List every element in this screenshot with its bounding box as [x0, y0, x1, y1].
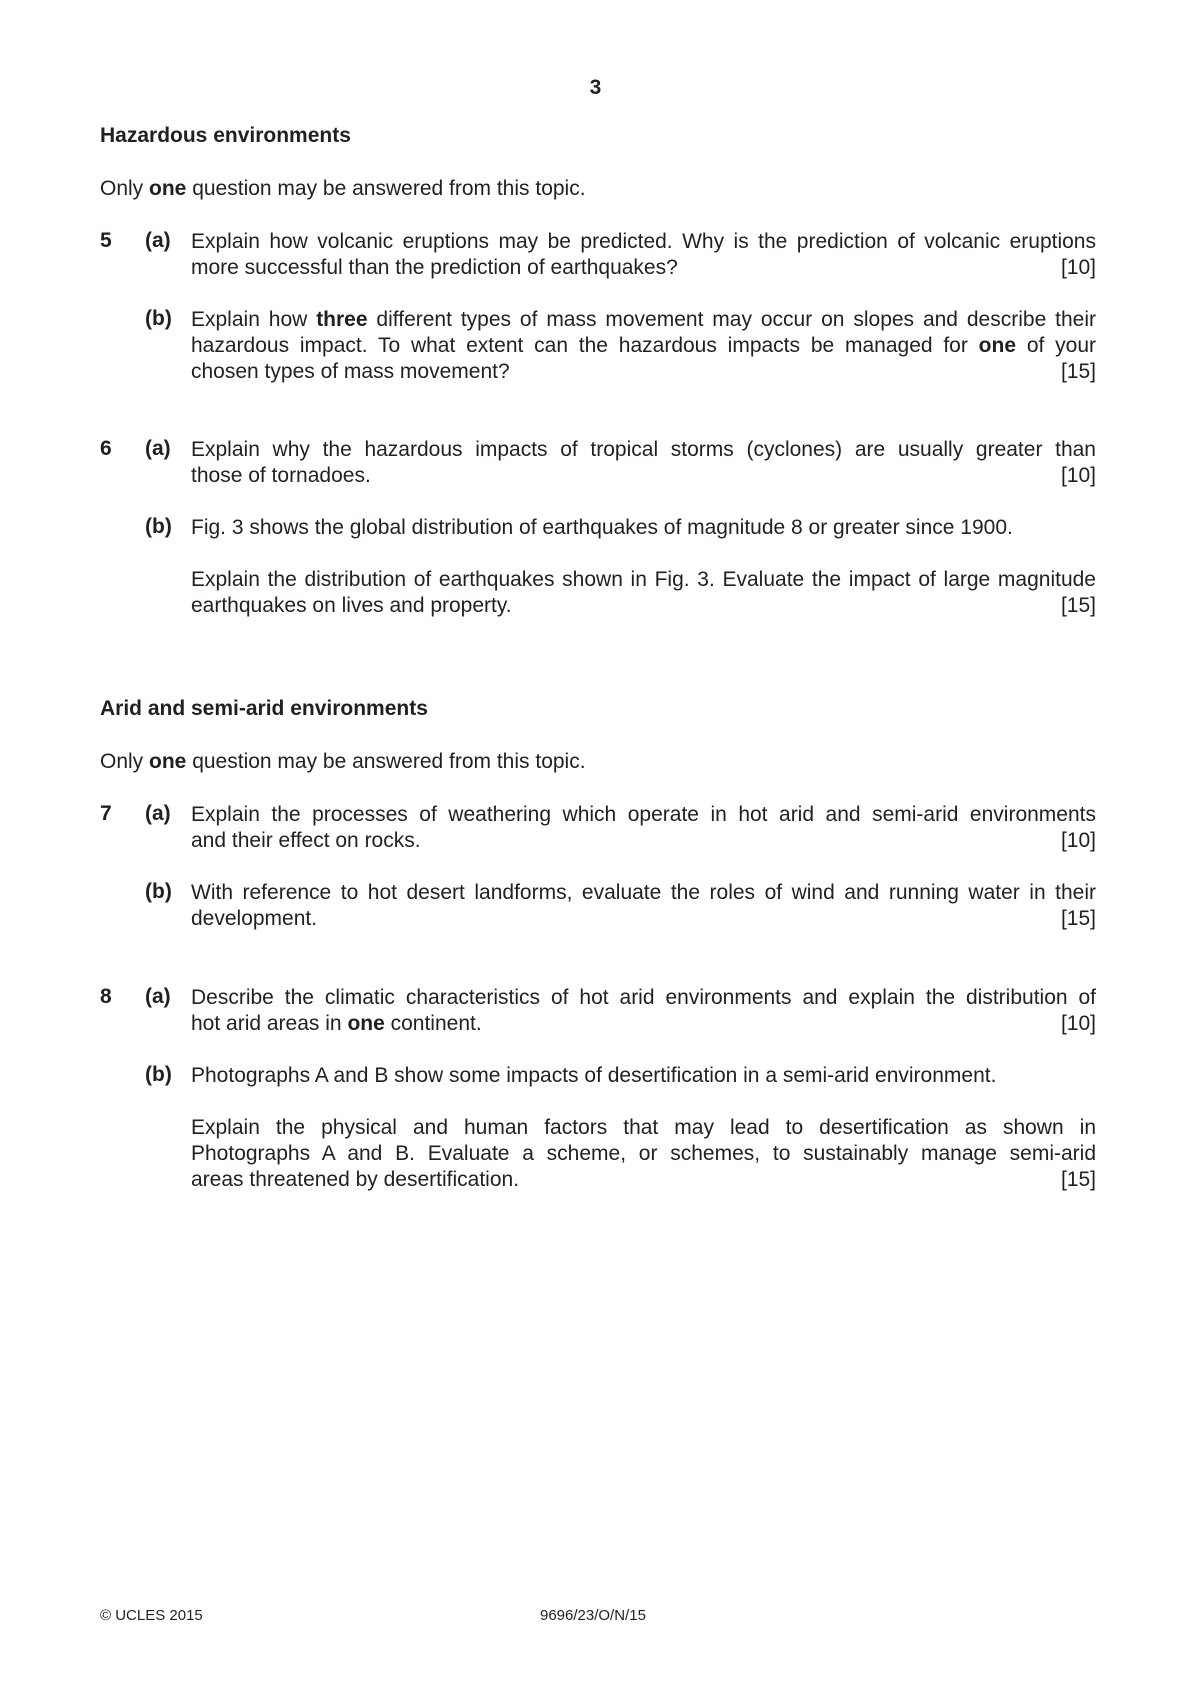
question-7a-text: [191, 802, 1096, 854]
section-heading-hazardous: Hazardous environments: [100, 124, 351, 147]
text-line-content: chosen types of mass movement?: [191, 360, 510, 383]
part-label-6b: (b): [145, 515, 172, 538]
bold-word: three: [316, 308, 368, 331]
text-line-content: and their effect on rocks.: [191, 829, 421, 852]
question-5b-text: [191, 307, 1096, 385]
text-line: Explain how volcanic eruptions may be predicted. Why is the prediction of volcanic eruptions: [191, 230, 1096, 253]
text-line: Fig. 3 shows the global distribution of earthquakes of magnitude 8 or greater since 1900.: [191, 516, 1013, 539]
text-line: Explain why the hazardous impacts of tropical storms (cyclones) are usually greater than: [191, 438, 1096, 461]
question-5a-text: [191, 229, 1096, 281]
part-label-5b: (b): [145, 307, 172, 330]
text-line: Explain the processes of weathering which operate in hot arid and semi-arid environments: [191, 803, 1096, 826]
text-line-content: hot arid areas in: [191, 1012, 348, 1035]
bold-word: one: [978, 334, 1017, 357]
page-number: 3: [589, 76, 602, 99]
text-line: [191, 1011, 1096, 1037]
part-label-8a: (a): [145, 985, 171, 1008]
text-line: Describe the climatic characteristics of hot arid environments and explain the distribution of: [191, 986, 1096, 1009]
text-line-content: different types of mass movement may occur on slopes and describe their: [367, 308, 1096, 331]
text-line: [191, 333, 1096, 359]
marks: [15]: [1060, 594, 1096, 617]
intro-text: Only: [100, 177, 150, 200]
text-line-content: of your: [1016, 334, 1096, 357]
question-8a-text: [191, 985, 1096, 1037]
marks: [10]: [1060, 256, 1096, 279]
marks: [15]: [1060, 1168, 1096, 1191]
text-line: [191, 906, 1096, 932]
intro-text: question may be answered from this topic.: [186, 177, 586, 200]
text-line: [191, 307, 1096, 333]
part-label-7a: (a): [145, 802, 171, 825]
bold-word: one: [347, 1012, 385, 1035]
text-line: [191, 1167, 1096, 1193]
section-intro-arid: [100, 750, 586, 774]
text-line: [191, 463, 1096, 489]
text-line-content: more successful than the prediction of earthquakes?: [191, 256, 678, 279]
question-6a-text: [191, 437, 1096, 489]
marks: [10]: [1060, 1012, 1096, 1035]
footer-copyright: © UCLES 2015: [100, 1607, 203, 1624]
marks: [15]: [1060, 907, 1096, 930]
section-intro-hazardous: [100, 177, 586, 201]
question-number-7: 7: [100, 802, 112, 825]
text-line: Photographs A and B show some impacts of desertification in a semi-arid environment.: [191, 1064, 997, 1087]
text-line: [191, 359, 1096, 385]
text-line: [191, 255, 1096, 281]
question-7b-text: [191, 880, 1096, 932]
question-number-5: 5: [100, 229, 112, 252]
text-line-content: Explain how: [191, 308, 317, 331]
question-8b-text: [191, 1115, 1096, 1193]
text-line-content: hazardous impact. To what extent can the hazardous impacts be managed for: [191, 334, 979, 357]
intro-bold: one: [149, 750, 187, 773]
part-label-8b: (b): [145, 1063, 172, 1086]
section-heading-arid: Arid and semi-arid environments: [100, 697, 428, 720]
text-line-content: those of tornadoes.: [191, 464, 371, 487]
footer-paper-code: 9696/23/O/N/15: [540, 1607, 646, 1624]
text-line: Explain the distribution of earthquakes shown in Fig. 3. Evaluate the impact of large magnitude: [191, 568, 1096, 591]
part-label-7b: (b): [145, 880, 172, 903]
text-line-content: [191, 1011, 482, 1037]
text-line-content: earthquakes on lives and property.: [191, 594, 512, 617]
text-line-content: areas threatened by desertification.: [191, 1168, 520, 1191]
part-label-6a: (a): [145, 437, 171, 460]
intro-bold: one: [149, 177, 187, 200]
text-line: [191, 593, 1096, 619]
marks: [10]: [1060, 829, 1096, 852]
question-number-6: 6: [100, 437, 112, 460]
question-6b-stem: [191, 515, 1096, 541]
text-line: Photographs A and B. Evaluate a scheme, or schemes, to sustainably manage semi-arid: [191, 1142, 1096, 1165]
text-line: Explain the physical and human factors that may lead to desertification as shown in: [191, 1116, 1096, 1139]
intro-text: question may be answered from this topic.: [186, 750, 586, 773]
part-label-5a: (a): [145, 229, 171, 252]
text-line-content: development.: [191, 907, 318, 930]
question-number-8: 8: [100, 985, 112, 1008]
marks: [15]: [1060, 360, 1096, 383]
text-line-content: continent.: [384, 1012, 482, 1035]
question-6b-text: [191, 567, 1096, 619]
marks: [10]: [1060, 464, 1096, 487]
text-line: [191, 828, 1096, 854]
intro-text: Only: [100, 750, 150, 773]
question-8b-stem: [191, 1063, 1096, 1089]
text-line: With reference to hot desert landforms, evaluate the roles of wind and running water in their: [191, 881, 1096, 904]
